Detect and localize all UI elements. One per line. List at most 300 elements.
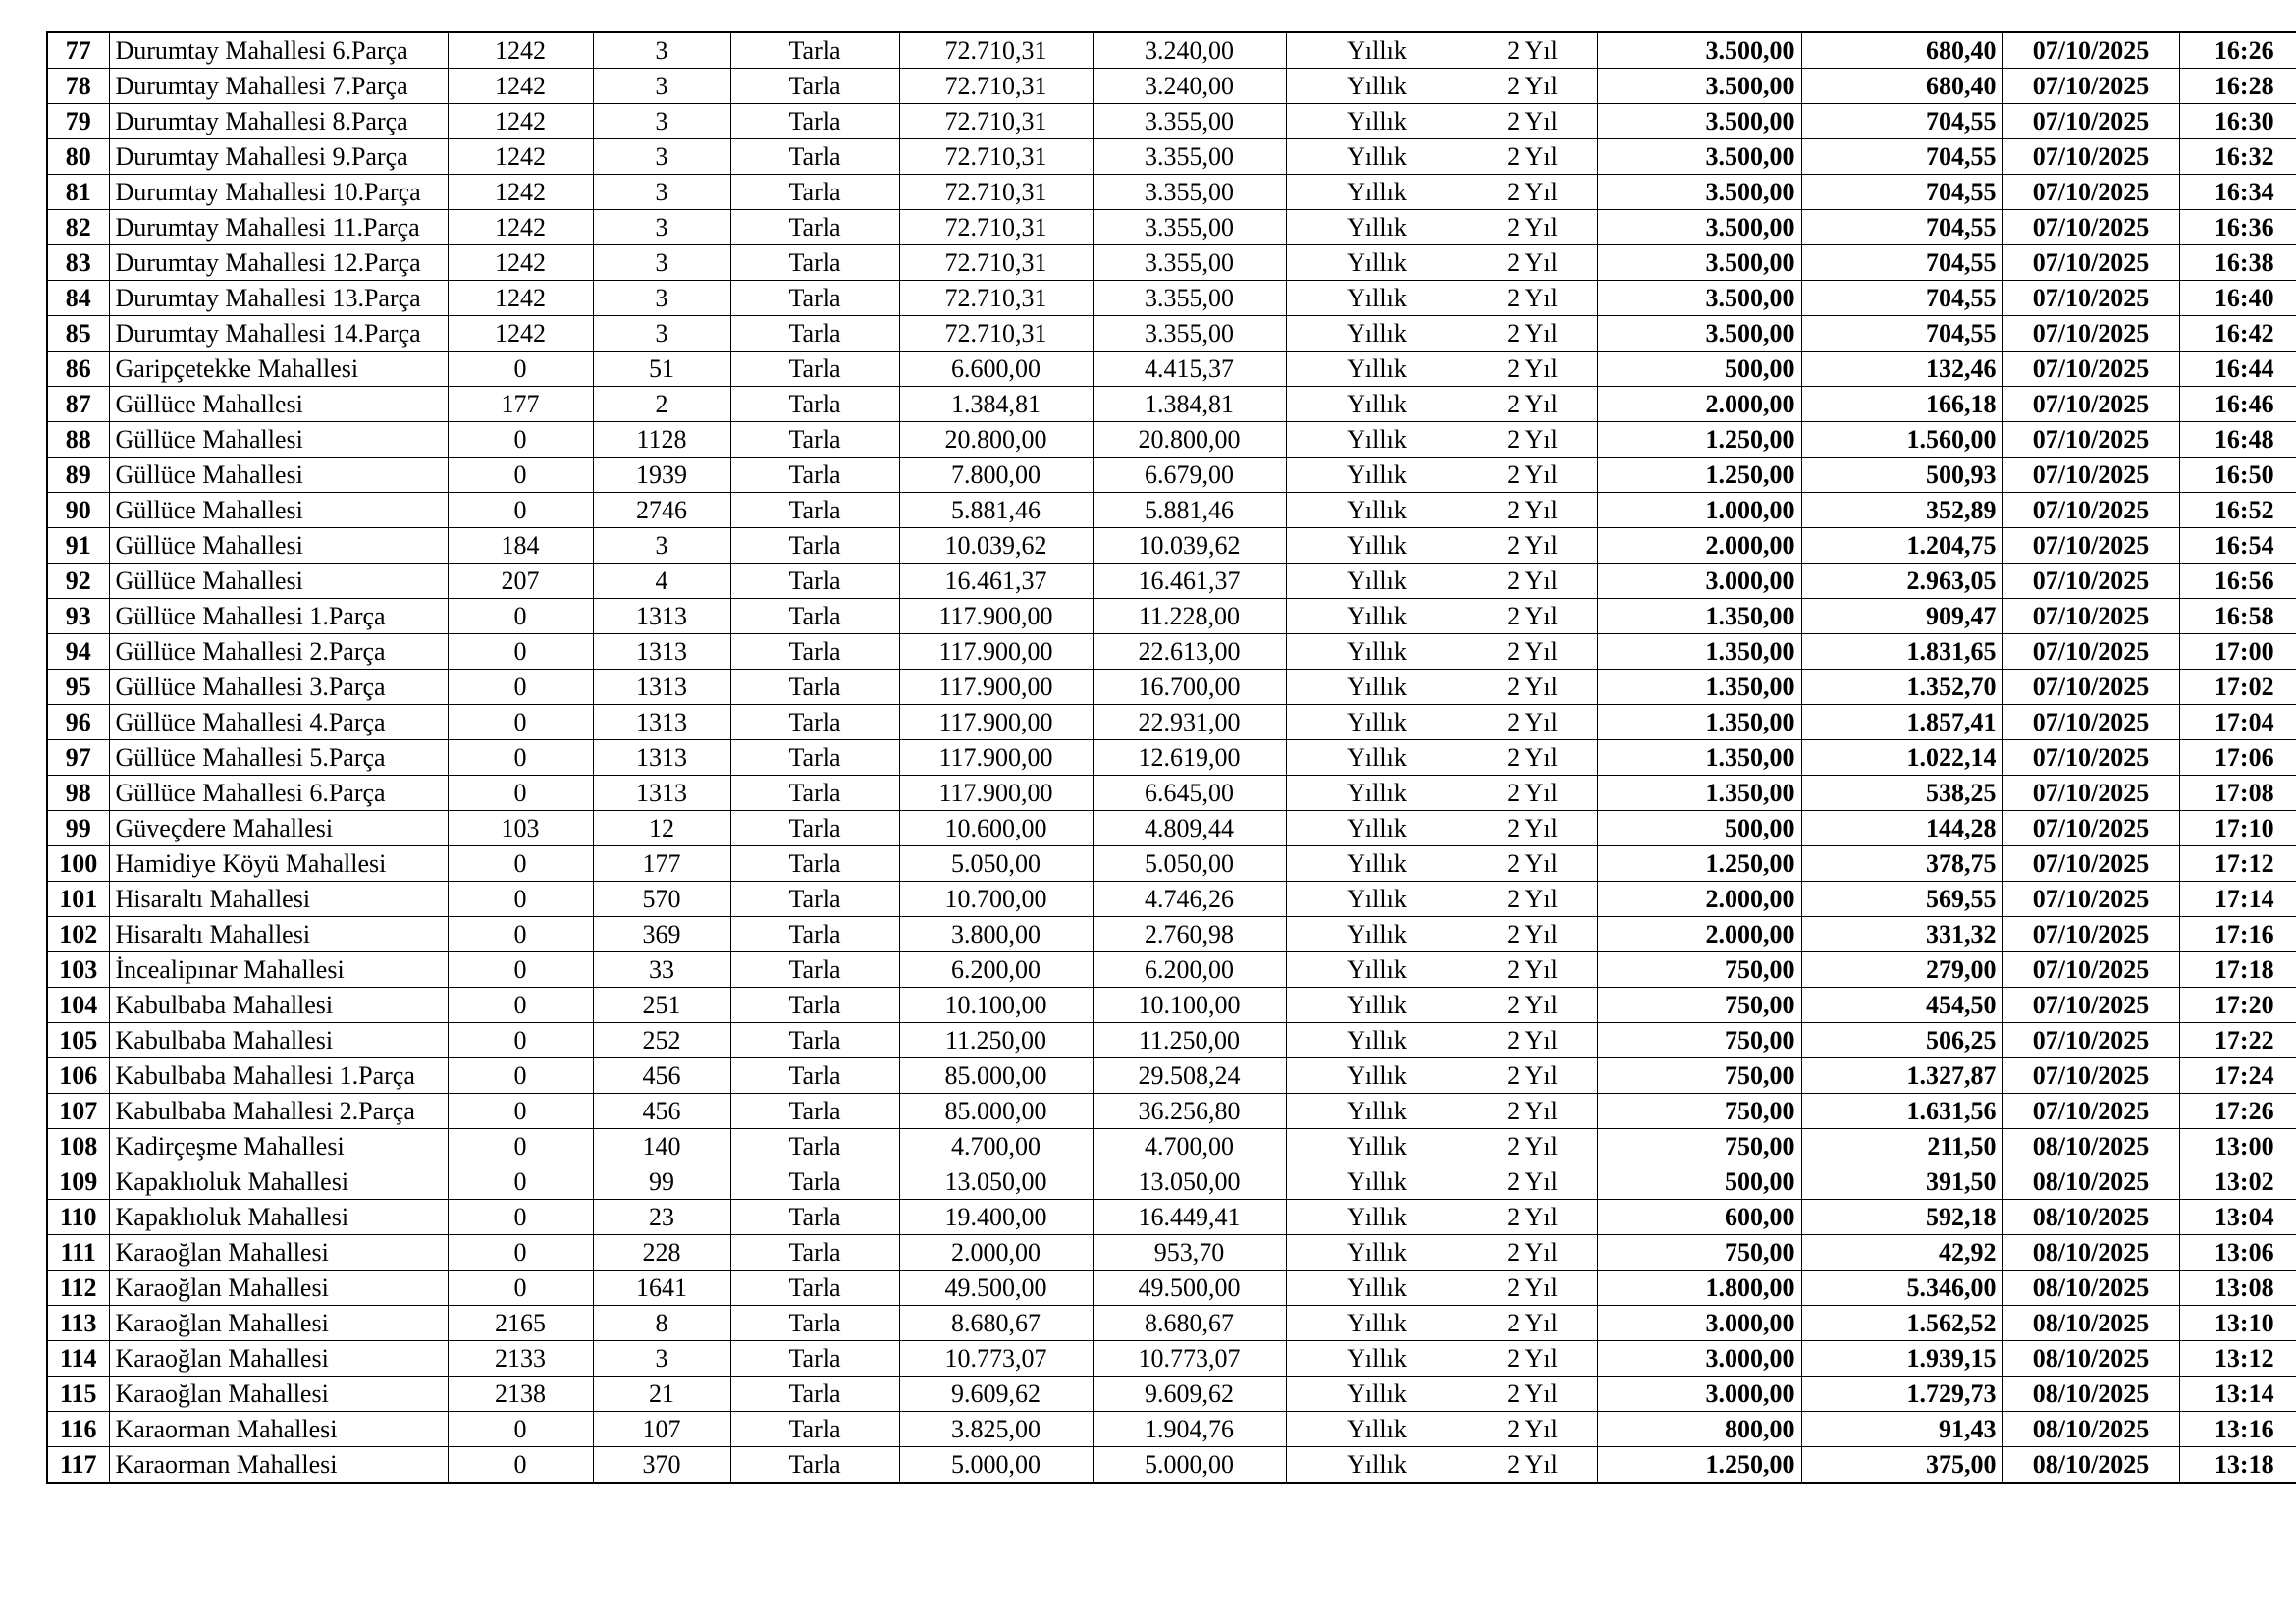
cell-vasif: Tarla bbox=[730, 1306, 899, 1341]
cell-ada: 0 bbox=[448, 740, 593, 776]
cell-ihale-tarihi: 07/10/2025 bbox=[2002, 422, 2179, 458]
cell-sira-no: 95 bbox=[47, 670, 109, 705]
cell-ihale-tarihi: 08/10/2025 bbox=[2002, 1447, 2179, 1484]
cell-gecici-teminat: 506,25 bbox=[1801, 1023, 2002, 1058]
cell-ihale-saati: 17:26 bbox=[2179, 1094, 2296, 1129]
cell-vasif: Tarla bbox=[730, 670, 899, 705]
cell-kira-donemi: Yıllık bbox=[1286, 175, 1468, 210]
cell-gecici-teminat: 704,55 bbox=[1801, 104, 2002, 139]
cell-vasif: Tarla bbox=[730, 139, 899, 175]
cell-kira-suresi: 2 Yıl bbox=[1468, 952, 1597, 988]
cell-ihale-saati: 17:12 bbox=[2179, 846, 2296, 882]
cell-ada: 0 bbox=[448, 988, 593, 1023]
cell-kira-donemi: Yıllık bbox=[1286, 352, 1468, 387]
cell-sira-no: 79 bbox=[47, 104, 109, 139]
cell-kira-suresi: 2 Yıl bbox=[1468, 1023, 1597, 1058]
cell-kiralanacak-alan: 4.415,37 bbox=[1093, 352, 1286, 387]
cell-gecici-teminat: 331,32 bbox=[1801, 917, 2002, 952]
cell-kira-donemi: Yıllık bbox=[1286, 1058, 1468, 1094]
cell-sira-no: 105 bbox=[47, 1023, 109, 1058]
cell-mahalle-adi: Durumtay Mahallesi 7.Parça bbox=[109, 69, 448, 104]
cell-mahalle-adi: Güllüce Mahallesi bbox=[109, 458, 448, 493]
cell-gecici-teminat: 1.560,00 bbox=[1801, 422, 2002, 458]
cell-kira-suresi: 2 Yıl bbox=[1468, 493, 1597, 528]
cell-kiralanacak-alan: 29.508,24 bbox=[1093, 1058, 1286, 1094]
cell-ihale-saati: 17:08 bbox=[2179, 776, 2296, 811]
cell-sira-no: 100 bbox=[47, 846, 109, 882]
cell-kiralanacak-alan: 12.619,00 bbox=[1093, 740, 1286, 776]
cell-kira-donemi: Yıllık bbox=[1286, 493, 1468, 528]
cell-kira-donemi: Yıllık bbox=[1286, 988, 1468, 1023]
cell-vasif: Tarla bbox=[730, 599, 899, 634]
cell-vasif: Tarla bbox=[730, 1094, 899, 1129]
cell-ihale-tarihi: 07/10/2025 bbox=[2002, 1058, 2179, 1094]
cell-ada: 0 bbox=[448, 846, 593, 882]
cell-kira-donemi: Yıllık bbox=[1286, 1377, 1468, 1412]
cell-ihale-saati: 13:14 bbox=[2179, 1377, 2296, 1412]
cell-sira-no: 80 bbox=[47, 139, 109, 175]
cell-kiralanacak-alan: 16.700,00 bbox=[1093, 670, 1286, 705]
cell-kira-donemi: Yıllık bbox=[1286, 1164, 1468, 1200]
cell-vasif: Tarla bbox=[730, 634, 899, 670]
cell-yuzolcumu: 3.825,00 bbox=[899, 1412, 1093, 1447]
cell-kira-donemi: Yıllık bbox=[1286, 740, 1468, 776]
cell-kiralanacak-alan: 3.240,00 bbox=[1093, 32, 1286, 69]
cell-kira-suresi: 2 Yıl bbox=[1468, 528, 1597, 564]
cell-kiralanacak-alan: 3.355,00 bbox=[1093, 139, 1286, 175]
table-row bbox=[47, 493, 2296, 528]
cell-ihale-saati: 16:48 bbox=[2179, 422, 2296, 458]
cell-ada: 2165 bbox=[448, 1306, 593, 1341]
cell-kira-suresi: 2 Yıl bbox=[1468, 634, 1597, 670]
cell-kira-suresi: 2 Yıl bbox=[1468, 245, 1597, 281]
cell-kira-suresi: 2 Yıl bbox=[1468, 846, 1597, 882]
cell-kiralanacak-alan: 8.680,67 bbox=[1093, 1306, 1286, 1341]
cell-parsel: 1313 bbox=[593, 599, 730, 634]
cell-muhammen-bedel: 3.500,00 bbox=[1597, 175, 1801, 210]
cell-yuzolcumu: 5.881,46 bbox=[899, 493, 1093, 528]
cell-ihale-tarihi: 07/10/2025 bbox=[2002, 245, 2179, 281]
cell-sira-no: 84 bbox=[47, 281, 109, 316]
cell-sira-no: 114 bbox=[47, 1341, 109, 1377]
cell-mahalle-adi: Durumtay Mahallesi 13.Parça bbox=[109, 281, 448, 316]
cell-muhammen-bedel: 750,00 bbox=[1597, 952, 1801, 988]
cell-vasif: Tarla bbox=[730, 245, 899, 281]
cell-mahalle-adi: Güllüce Mahallesi bbox=[109, 422, 448, 458]
cell-muhammen-bedel: 500,00 bbox=[1597, 352, 1801, 387]
cell-parsel: 456 bbox=[593, 1094, 730, 1129]
cell-yuzolcumu: 13.050,00 bbox=[899, 1164, 1093, 1200]
cell-vasif: Tarla bbox=[730, 776, 899, 811]
cell-sira-no: 115 bbox=[47, 1377, 109, 1412]
cell-parsel: 1128 bbox=[593, 422, 730, 458]
cell-kira-suresi: 2 Yıl bbox=[1468, 1377, 1597, 1412]
cell-mahalle-adi: Durumtay Mahallesi 14.Parça bbox=[109, 316, 448, 352]
cell-muhammen-bedel: 750,00 bbox=[1597, 988, 1801, 1023]
cell-yuzolcumu: 4.700,00 bbox=[899, 1129, 1093, 1164]
cell-ihale-saati: 16:42 bbox=[2179, 316, 2296, 352]
cell-mahalle-adi: Karaoğlan Mahallesi bbox=[109, 1341, 448, 1377]
cell-ihale-tarihi: 08/10/2025 bbox=[2002, 1200, 2179, 1235]
cell-sira-no: 110 bbox=[47, 1200, 109, 1235]
cell-muhammen-bedel: 3.000,00 bbox=[1597, 564, 1801, 599]
cell-yuzolcumu: 19.400,00 bbox=[899, 1200, 1093, 1235]
cell-kira-donemi: Yıllık bbox=[1286, 846, 1468, 882]
table-row bbox=[47, 1164, 2296, 1200]
cell-kira-donemi: Yıllık bbox=[1286, 1129, 1468, 1164]
cell-ihale-tarihi: 07/10/2025 bbox=[2002, 740, 2179, 776]
cell-kira-suresi: 2 Yıl bbox=[1468, 1094, 1597, 1129]
cell-vasif: Tarla bbox=[730, 1235, 899, 1271]
cell-kira-donemi: Yıllık bbox=[1286, 458, 1468, 493]
cell-kira-suresi: 2 Yıl bbox=[1468, 316, 1597, 352]
cell-parsel: 12 bbox=[593, 811, 730, 846]
cell-ada: 207 bbox=[448, 564, 593, 599]
cell-ihale-tarihi: 07/10/2025 bbox=[2002, 352, 2179, 387]
cell-parsel: 570 bbox=[593, 882, 730, 917]
cell-yuzolcumu: 1.384,81 bbox=[899, 387, 1093, 422]
cell-kira-suresi: 2 Yıl bbox=[1468, 139, 1597, 175]
cell-gecici-teminat: 42,92 bbox=[1801, 1235, 2002, 1271]
cell-muhammen-bedel: 3.500,00 bbox=[1597, 210, 1801, 245]
cell-gecici-teminat: 352,89 bbox=[1801, 493, 2002, 528]
cell-sira-no: 89 bbox=[47, 458, 109, 493]
cell-kiralanacak-alan: 11.250,00 bbox=[1093, 1023, 1286, 1058]
cell-ihale-tarihi: 07/10/2025 bbox=[2002, 776, 2179, 811]
cell-gecici-teminat: 166,18 bbox=[1801, 387, 2002, 422]
cell-kira-donemi: Yıllık bbox=[1286, 1447, 1468, 1484]
cell-parsel: 369 bbox=[593, 917, 730, 952]
cell-sira-no: 77 bbox=[47, 32, 109, 69]
cell-ihale-saati: 17:00 bbox=[2179, 634, 2296, 670]
cell-vasif: Tarla bbox=[730, 988, 899, 1023]
cell-muhammen-bedel: 3.500,00 bbox=[1597, 281, 1801, 316]
table-row bbox=[47, 139, 2296, 175]
cell-parsel: 3 bbox=[593, 104, 730, 139]
cell-vasif: Tarla bbox=[730, 104, 899, 139]
cell-sira-no: 82 bbox=[47, 210, 109, 245]
cell-vasif: Tarla bbox=[730, 175, 899, 210]
cell-ihale-saati: 16:58 bbox=[2179, 599, 2296, 634]
cell-muhammen-bedel: 3.000,00 bbox=[1597, 1377, 1801, 1412]
cell-sira-no: 103 bbox=[47, 952, 109, 988]
cell-kiralanacak-alan: 4.700,00 bbox=[1093, 1129, 1286, 1164]
table-row bbox=[47, 1200, 2296, 1235]
table-row bbox=[47, 670, 2296, 705]
cell-ihale-tarihi: 07/10/2025 bbox=[2002, 69, 2179, 104]
cell-mahalle-adi: Durumtay Mahallesi 8.Parça bbox=[109, 104, 448, 139]
cell-kiralanacak-alan: 10.100,00 bbox=[1093, 988, 1286, 1023]
cell-mahalle-adi: Güllüce Mahallesi bbox=[109, 387, 448, 422]
cell-yuzolcumu: 72.710,31 bbox=[899, 32, 1093, 69]
cell-kira-suresi: 2 Yıl bbox=[1468, 281, 1597, 316]
cell-yuzolcumu: 72.710,31 bbox=[899, 281, 1093, 316]
cell-vasif: Tarla bbox=[730, 705, 899, 740]
cell-ada: 0 bbox=[448, 493, 593, 528]
cell-parsel: 1641 bbox=[593, 1271, 730, 1306]
table-row bbox=[47, 69, 2296, 104]
cell-mahalle-adi: Güllüce Mahallesi 4.Parça bbox=[109, 705, 448, 740]
cell-muhammen-bedel: 3.500,00 bbox=[1597, 32, 1801, 69]
cell-kira-suresi: 2 Yıl bbox=[1468, 175, 1597, 210]
cell-vasif: Tarla bbox=[730, 1412, 899, 1447]
cell-sira-no: 108 bbox=[47, 1129, 109, 1164]
table-row bbox=[47, 1271, 2296, 1306]
cell-parsel: 107 bbox=[593, 1412, 730, 1447]
cell-yuzolcumu: 72.710,31 bbox=[899, 175, 1093, 210]
cell-kira-suresi: 2 Yıl bbox=[1468, 776, 1597, 811]
cell-ada: 0 bbox=[448, 1447, 593, 1484]
cell-ihale-tarihi: 07/10/2025 bbox=[2002, 670, 2179, 705]
cell-kiralanacak-alan: 1.904,76 bbox=[1093, 1412, 1286, 1447]
cell-ihale-saati: 16:32 bbox=[2179, 139, 2296, 175]
cell-muhammen-bedel: 2.000,00 bbox=[1597, 387, 1801, 422]
cell-ada: 0 bbox=[448, 952, 593, 988]
cell-parsel: 228 bbox=[593, 1235, 730, 1271]
cell-kiralanacak-alan: 3.355,00 bbox=[1093, 245, 1286, 281]
table-row bbox=[47, 104, 2296, 139]
cell-vasif: Tarla bbox=[730, 1058, 899, 1094]
cell-mahalle-adi: Güllüce Mahallesi bbox=[109, 493, 448, 528]
cell-yuzolcumu: 2.000,00 bbox=[899, 1235, 1093, 1271]
cell-kira-donemi: Yıllık bbox=[1286, 1412, 1468, 1447]
cell-ihale-tarihi: 07/10/2025 bbox=[2002, 139, 2179, 175]
cell-yuzolcumu: 72.710,31 bbox=[899, 69, 1093, 104]
cell-kiralanacak-alan: 4.746,26 bbox=[1093, 882, 1286, 917]
cell-kiralanacak-alan: 22.931,00 bbox=[1093, 705, 1286, 740]
cell-ihale-tarihi: 07/10/2025 bbox=[2002, 811, 2179, 846]
cell-gecici-teminat: 144,28 bbox=[1801, 811, 2002, 846]
table-row bbox=[47, 882, 2296, 917]
cell-gecici-teminat: 2.963,05 bbox=[1801, 564, 2002, 599]
cell-mahalle-adi: Güllüce Mahallesi 3.Parça bbox=[109, 670, 448, 705]
cell-kira-suresi: 2 Yıl bbox=[1468, 882, 1597, 917]
cell-ada: 0 bbox=[448, 1164, 593, 1200]
cell-kira-suresi: 2 Yıl bbox=[1468, 1200, 1597, 1235]
cell-ihale-saati: 13:04 bbox=[2179, 1200, 2296, 1235]
cell-ihale-saati: 16:52 bbox=[2179, 493, 2296, 528]
cell-parsel: 3 bbox=[593, 528, 730, 564]
cell-ihale-saati: 13:02 bbox=[2179, 1164, 2296, 1200]
cell-mahalle-adi: Hamidiye Köyü Mahallesi bbox=[109, 846, 448, 882]
cell-gecici-teminat: 279,00 bbox=[1801, 952, 2002, 988]
cell-parsel: 2746 bbox=[593, 493, 730, 528]
cell-gecici-teminat: 1.204,75 bbox=[1801, 528, 2002, 564]
cell-mahalle-adi: Güllüce Mahallesi 6.Parça bbox=[109, 776, 448, 811]
cell-ada: 2138 bbox=[448, 1377, 593, 1412]
cell-vasif: Tarla bbox=[730, 69, 899, 104]
cell-yuzolcumu: 117.900,00 bbox=[899, 634, 1093, 670]
cell-mahalle-adi: Güllüce Mahallesi 2.Parça bbox=[109, 634, 448, 670]
cell-ihale-saati: 16:26 bbox=[2179, 32, 2296, 69]
cell-parsel: 3 bbox=[593, 1341, 730, 1377]
cell-ihale-tarihi: 07/10/2025 bbox=[2002, 387, 2179, 422]
cell-kira-suresi: 2 Yıl bbox=[1468, 599, 1597, 634]
cell-kira-suresi: 2 Yıl bbox=[1468, 988, 1597, 1023]
cell-muhammen-bedel: 750,00 bbox=[1597, 1129, 1801, 1164]
cell-kira-donemi: Yıllık bbox=[1286, 705, 1468, 740]
cell-kiralanacak-alan: 3.355,00 bbox=[1093, 210, 1286, 245]
cell-kiralanacak-alan: 5.000,00 bbox=[1093, 1447, 1286, 1484]
cell-vasif: Tarla bbox=[730, 387, 899, 422]
cell-muhammen-bedel: 1.250,00 bbox=[1597, 846, 1801, 882]
cell-sira-no: 111 bbox=[47, 1235, 109, 1271]
table-row bbox=[47, 740, 2296, 776]
cell-sira-no: 116 bbox=[47, 1412, 109, 1447]
cell-ihale-saati: 13:08 bbox=[2179, 1271, 2296, 1306]
tender-listing-table bbox=[46, 31, 2296, 1484]
cell-kiralanacak-alan: 3.240,00 bbox=[1093, 69, 1286, 104]
cell-ihale-tarihi: 07/10/2025 bbox=[2002, 32, 2179, 69]
cell-kira-donemi: Yıllık bbox=[1286, 670, 1468, 705]
cell-muhammen-bedel: 500,00 bbox=[1597, 811, 1801, 846]
cell-mahalle-adi: Kabulbaba Mahallesi bbox=[109, 1023, 448, 1058]
cell-vasif: Tarla bbox=[730, 1271, 899, 1306]
cell-mahalle-adi: Güveçdere Mahallesi bbox=[109, 811, 448, 846]
cell-ihale-tarihi: 07/10/2025 bbox=[2002, 316, 2179, 352]
table-row bbox=[47, 1129, 2296, 1164]
table-row bbox=[47, 1235, 2296, 1271]
cell-mahalle-adi: Kapaklıoluk Mahallesi bbox=[109, 1164, 448, 1200]
cell-kira-donemi: Yıllık bbox=[1286, 634, 1468, 670]
cell-kira-suresi: 2 Yıl bbox=[1468, 32, 1597, 69]
cell-yuzolcumu: 117.900,00 bbox=[899, 776, 1093, 811]
cell-kira-donemi: Yıllık bbox=[1286, 69, 1468, 104]
cell-parsel: 51 bbox=[593, 352, 730, 387]
cell-muhammen-bedel: 750,00 bbox=[1597, 1058, 1801, 1094]
cell-yuzolcumu: 6.600,00 bbox=[899, 352, 1093, 387]
cell-vasif: Tarla bbox=[730, 352, 899, 387]
cell-ihale-tarihi: 08/10/2025 bbox=[2002, 1235, 2179, 1271]
cell-gecici-teminat: 1.022,14 bbox=[1801, 740, 2002, 776]
cell-parsel: 21 bbox=[593, 1377, 730, 1412]
cell-parsel: 3 bbox=[593, 32, 730, 69]
cell-mahalle-adi: Karaoğlan Mahallesi bbox=[109, 1235, 448, 1271]
cell-parsel: 3 bbox=[593, 316, 730, 352]
cell-ada: 0 bbox=[448, 776, 593, 811]
cell-yuzolcumu: 117.900,00 bbox=[899, 599, 1093, 634]
cell-kiralanacak-alan: 6.200,00 bbox=[1093, 952, 1286, 988]
cell-kira-suresi: 2 Yıl bbox=[1468, 352, 1597, 387]
cell-ihale-saati: 16:44 bbox=[2179, 352, 2296, 387]
cell-yuzolcumu: 5.000,00 bbox=[899, 1447, 1093, 1484]
cell-muhammen-bedel: 2.000,00 bbox=[1597, 882, 1801, 917]
cell-kira-donemi: Yıllık bbox=[1286, 1235, 1468, 1271]
cell-ada: 184 bbox=[448, 528, 593, 564]
cell-muhammen-bedel: 3.500,00 bbox=[1597, 69, 1801, 104]
cell-gecici-teminat: 704,55 bbox=[1801, 139, 2002, 175]
table-row bbox=[47, 776, 2296, 811]
cell-muhammen-bedel: 2.000,00 bbox=[1597, 917, 1801, 952]
cell-ihale-tarihi: 07/10/2025 bbox=[2002, 988, 2179, 1023]
cell-parsel: 1313 bbox=[593, 776, 730, 811]
cell-kira-donemi: Yıllık bbox=[1286, 599, 1468, 634]
cell-kira-suresi: 2 Yıl bbox=[1468, 104, 1597, 139]
cell-kiralanacak-alan: 16.449,41 bbox=[1093, 1200, 1286, 1235]
cell-muhammen-bedel: 1.350,00 bbox=[1597, 599, 1801, 634]
cell-kira-donemi: Yıllık bbox=[1286, 1341, 1468, 1377]
cell-parsel: 3 bbox=[593, 210, 730, 245]
cell-muhammen-bedel: 2.000,00 bbox=[1597, 528, 1801, 564]
cell-sira-no: 93 bbox=[47, 599, 109, 634]
cell-kira-suresi: 2 Yıl bbox=[1468, 1235, 1597, 1271]
cell-gecici-teminat: 500,93 bbox=[1801, 458, 2002, 493]
cell-kira-donemi: Yıllık bbox=[1286, 1200, 1468, 1235]
cell-ada: 1242 bbox=[448, 316, 593, 352]
cell-gecici-teminat: 1.631,56 bbox=[1801, 1094, 2002, 1129]
cell-yuzolcumu: 6.200,00 bbox=[899, 952, 1093, 988]
cell-ihale-tarihi: 07/10/2025 bbox=[2002, 210, 2179, 245]
cell-ihale-tarihi: 08/10/2025 bbox=[2002, 1377, 2179, 1412]
cell-mahalle-adi: Güllüce Mahallesi 1.Parça bbox=[109, 599, 448, 634]
cell-vasif: Tarla bbox=[730, 846, 899, 882]
cell-ada: 0 bbox=[448, 422, 593, 458]
cell-muhammen-bedel: 3.500,00 bbox=[1597, 139, 1801, 175]
cell-vasif: Tarla bbox=[730, 281, 899, 316]
cell-mahalle-adi: Karaorman Mahallesi bbox=[109, 1447, 448, 1484]
cell-ihale-tarihi: 07/10/2025 bbox=[2002, 1094, 2179, 1129]
cell-gecici-teminat: 1.327,87 bbox=[1801, 1058, 2002, 1094]
cell-gecici-teminat: 1.729,73 bbox=[1801, 1377, 2002, 1412]
table-row bbox=[47, 210, 2296, 245]
cell-yuzolcumu: 49.500,00 bbox=[899, 1271, 1093, 1306]
cell-ihale-saati: 16:40 bbox=[2179, 281, 2296, 316]
cell-kira-suresi: 2 Yıl bbox=[1468, 458, 1597, 493]
cell-ihale-tarihi: 08/10/2025 bbox=[2002, 1306, 2179, 1341]
cell-gecici-teminat: 704,55 bbox=[1801, 210, 2002, 245]
cell-kira-donemi: Yıllık bbox=[1286, 316, 1468, 352]
cell-parsel: 252 bbox=[593, 1023, 730, 1058]
cell-vasif: Tarla bbox=[730, 422, 899, 458]
cell-vasif: Tarla bbox=[730, 493, 899, 528]
cell-ada: 1242 bbox=[448, 104, 593, 139]
cell-parsel: 1313 bbox=[593, 705, 730, 740]
cell-kira-suresi: 2 Yıl bbox=[1468, 564, 1597, 599]
cell-vasif: Tarla bbox=[730, 32, 899, 69]
cell-ada: 0 bbox=[448, 1094, 593, 1129]
cell-sira-no: 112 bbox=[47, 1271, 109, 1306]
cell-kira-suresi: 2 Yıl bbox=[1468, 1447, 1597, 1484]
cell-vasif: Tarla bbox=[730, 1164, 899, 1200]
cell-yuzolcumu: 16.461,37 bbox=[899, 564, 1093, 599]
cell-ihale-tarihi: 07/10/2025 bbox=[2002, 917, 2179, 952]
cell-muhammen-bedel: 3.500,00 bbox=[1597, 104, 1801, 139]
cell-yuzolcumu: 10.773,07 bbox=[899, 1341, 1093, 1377]
table-row bbox=[47, 1341, 2296, 1377]
cell-mahalle-adi: Karaoğlan Mahallesi bbox=[109, 1306, 448, 1341]
cell-ihale-saati: 17:20 bbox=[2179, 988, 2296, 1023]
cell-muhammen-bedel: 750,00 bbox=[1597, 1235, 1801, 1271]
cell-muhammen-bedel: 600,00 bbox=[1597, 1200, 1801, 1235]
cell-ihale-tarihi: 07/10/2025 bbox=[2002, 564, 2179, 599]
cell-mahalle-adi: Durumtay Mahallesi 9.Parça bbox=[109, 139, 448, 175]
cell-yuzolcumu: 5.050,00 bbox=[899, 846, 1093, 882]
cell-ada: 1242 bbox=[448, 245, 593, 281]
cell-kira-donemi: Yıllık bbox=[1286, 1094, 1468, 1129]
cell-vasif: Tarla bbox=[730, 210, 899, 245]
cell-kira-donemi: Yıllık bbox=[1286, 210, 1468, 245]
cell-yuzolcumu: 85.000,00 bbox=[899, 1094, 1093, 1129]
table-body bbox=[47, 32, 2296, 1483]
cell-yuzolcumu: 10.600,00 bbox=[899, 811, 1093, 846]
table-row bbox=[47, 846, 2296, 882]
table-row bbox=[47, 281, 2296, 316]
table-row bbox=[47, 1447, 2296, 1484]
cell-ihale-saati: 17:04 bbox=[2179, 705, 2296, 740]
table-row bbox=[47, 175, 2296, 210]
cell-gecici-teminat: 375,00 bbox=[1801, 1447, 2002, 1484]
cell-kira-donemi: Yıllık bbox=[1286, 32, 1468, 69]
